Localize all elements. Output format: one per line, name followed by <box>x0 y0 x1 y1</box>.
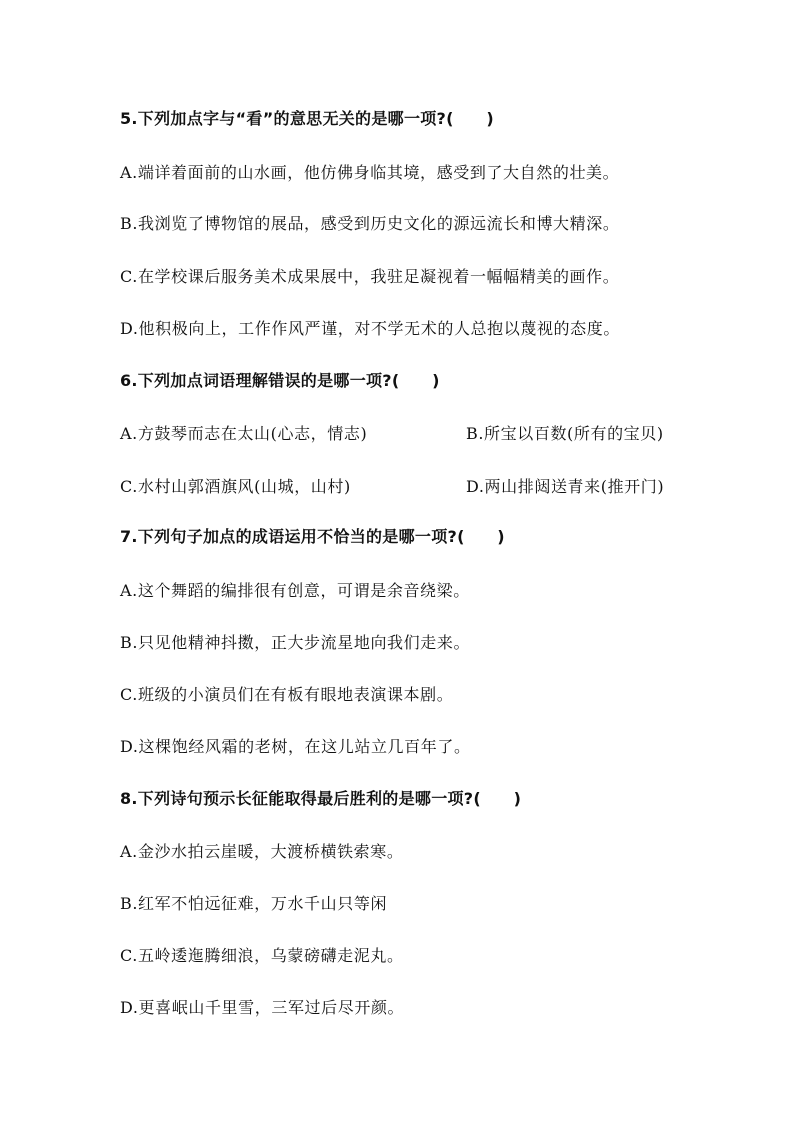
question-5-title: 5.下列加点字与“看”的意思无关的是哪一项?( ) <box>120 109 494 128</box>
question-7-option-d: D.这棵饱经风霜的老树，在这儿站立几百年了。 <box>120 737 471 756</box>
question-8-option-c: C.五岭逶迤腾细浪，乌蒙磅礴走泥丸。 <box>120 946 404 965</box>
question-7-option-b: B.只见他精神抖擞，正大步流星地向我们走来。 <box>120 633 471 652</box>
question-7-option-c: C.班级的小演员们在有板有眼地表演课本剧。 <box>120 685 454 704</box>
question-6-option-c: C.水村山郭酒旗风(山城，山村) <box>120 477 351 496</box>
question-8-option-a: A.金沙水拍云崖暖，大渡桥横铁索寒。 <box>120 842 404 861</box>
question-5-option-a: A.端详着面前的山水画，他仿佛身临其境，感受到了大自然的壮美。 <box>120 163 620 182</box>
question-7-title: 7.下列句子加点的成语运用不恰当的是哪一项?( ) <box>120 527 505 546</box>
question-8-option-b: B.红军不怕远征难，万水千山只等闲 <box>120 894 388 913</box>
question-6-option-b: B.所宝以百数(所有的宝贝) <box>466 424 664 443</box>
question-6-title: 6.下列加点词语理解错误的是哪一项?( ) <box>120 371 440 390</box>
question-7-option-a: A.这个舞蹈的编排很有创意，可谓是余音绕梁。 <box>120 581 470 600</box>
question-5-option-d: D.他积极向上，工作作风严谨，对不学无术的人总抱以蔑视的态度。 <box>120 319 620 338</box>
question-5-option-b: B.我浏览了博物馆的展品，感受到历史文化的源远流长和博大精深。 <box>120 214 620 233</box>
question-5-option-c: C.在学校课后服务美术成果展中，我驻足凝视着一幅幅精美的画作。 <box>120 267 620 286</box>
question-8-title: 8.下列诗句预示长征能取得最后胜利的是哪一项?( ) <box>120 789 522 808</box>
question-8-option-d: D.更喜岷山千里雪，三军过后尽开颜。 <box>120 998 405 1017</box>
question-6-option-a: A.方鼓琴而志在太山(心志，情志) <box>120 424 368 443</box>
question-6-option-d: D.两山排闼送青来(推开门) <box>466 477 665 496</box>
